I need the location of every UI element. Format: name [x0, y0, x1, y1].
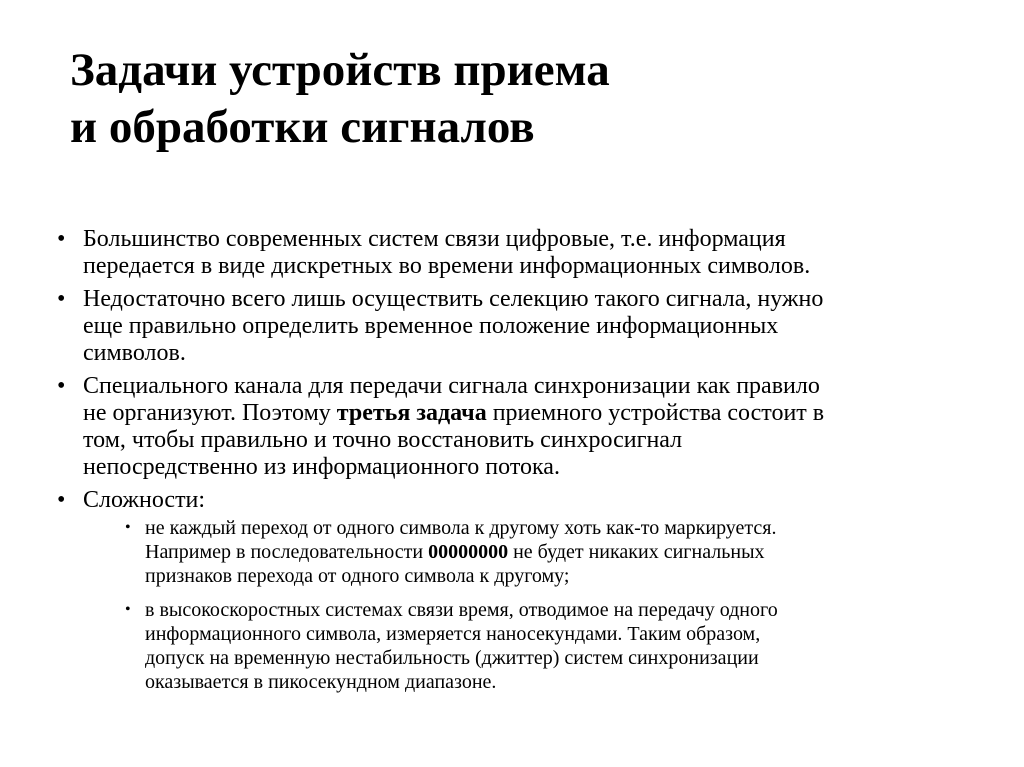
bullet-text-line: передается в виде дискретных во времени информационных символов.: [83, 253, 811, 279]
bullet-text-segment: приемного устройства состоит в: [486, 400, 825, 426]
sub-bullet-text-line: оказывается в пикосекундном диапазоне.: [145, 671, 497, 693]
slide-title: [70, 42, 970, 156]
sub-bullet-list: [123, 516, 985, 694]
bullet-icon: •: [57, 373, 66, 399]
bullet-text-line: непосредственно из информационного потока.: [83, 454, 560, 480]
sub-bullet-text-line: информационного символа, измеряется наносекундами. Таким образом,: [145, 623, 761, 645]
emphasis-zero-sequence: 00000000: [428, 541, 509, 563]
bullet-icon: •: [57, 487, 66, 513]
emphasis-third-task: третья задача: [336, 400, 487, 426]
bullet-text-segment: не организуют. Поэтому: [83, 400, 337, 426]
sub-bullet-text-line-mixed: [145, 540, 985, 564]
bullet-text-line: том, чтобы правильно и точно восстановить синхросигнал: [83, 427, 683, 453]
bullet-text-line: еще правильно определить временное положение информационных: [83, 313, 779, 339]
bullet-icon: •: [57, 286, 66, 312]
bullet-text-line: Недостаточно всего лишь осуществить селекцию такого сигнала, нужно: [83, 286, 824, 312]
slide-title-line-2: и обработки сигналов: [70, 101, 535, 153]
bullet-item-4: [55, 487, 985, 694]
sub-bullet-text-segment: Например в последовательности: [145, 541, 429, 563]
sub-bullet-text-line: в высокоскоростных системах связи время, отводимое на передачу одного: [145, 599, 778, 621]
sub-bullet-text-segment: не будет никаких сигнальных: [508, 541, 765, 563]
bullet-icon: •: [57, 226, 66, 252]
sub-bullet-item-1: [123, 516, 985, 588]
bullet-item-2: [55, 286, 985, 367]
bullet-item-3: [55, 373, 985, 481]
sub-bullet-text-line: не каждый переход от одного символа к другому хоть как-то маркируется.: [145, 517, 777, 539]
slide-title-line-1: Задачи устройств приема: [70, 44, 610, 96]
bullet-item-1: [55, 226, 985, 280]
bullet-text-line: Специального канала для передачи сигнала синхронизации как правило: [83, 373, 820, 399]
sub-bullet-text-line: допуск на временную нестабильность (джиттер) систем синхронизации: [145, 647, 759, 669]
bullet-text-line: символов.: [83, 340, 186, 366]
sub-bullet-icon: •: [125, 519, 131, 536]
bullet-text-line: Большинство современных систем связи цифровые, т.е. информация: [83, 226, 786, 252]
bullet-list: [55, 226, 985, 704]
sub-bullet-icon: •: [125, 601, 131, 618]
sub-bullet-item-2: [123, 598, 985, 694]
sub-bullet-text-line: признаков перехода от одного символа к другому;: [145, 565, 570, 587]
bullet-text-line: Сложности:: [83, 487, 206, 513]
bullet-text-line-mixed: [83, 400, 985, 427]
